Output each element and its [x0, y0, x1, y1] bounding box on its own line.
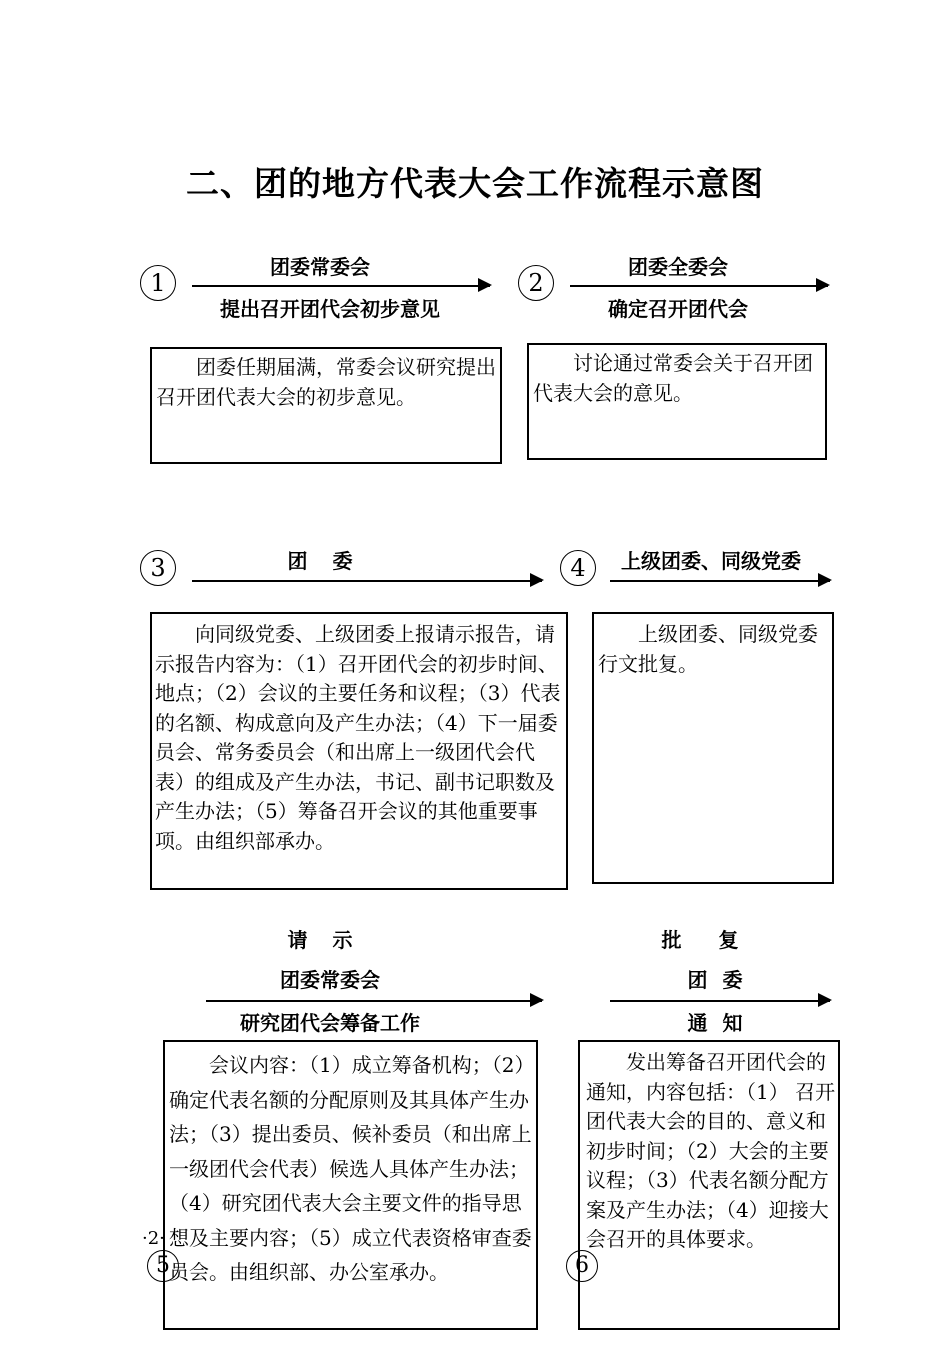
step-6-reply-label: 批 复: [661, 928, 739, 952]
step-6-body: 发出筹备召开团代会的通知，内容包括：（1） 召开团代表大会的目的、意义和初步时间；（2）大会的主要议程；（3）代表名额分配方案及产生办法；（4）迎接大会召开的具体要求。: [586, 1050, 836, 1251]
step-4-arrow: [610, 580, 830, 582]
step-5-action: 研究团代会筹备工作: [240, 1011, 420, 1035]
step-5-arrow: [206, 1000, 542, 1002]
step-5-body: 会议内容：（1）成立筹备机构；（2）确定代表名额的分配原则及其具体产生办法；（3）提出委员、候补委员（和出席上一级团代会代表）候选人具体产生办法；（4）研究团代表大会主要文件的指导思想及主要内容；（5）成立代表资格审查委员会。由组织部、办公室承办。: [169, 1053, 532, 1284]
step-2-actor: 团委全委会: [628, 255, 728, 279]
step-4-actor: 上级团委、同级党委: [621, 549, 801, 573]
step-6-box: [578, 1040, 840, 1330]
step-2-body: 讨论通过常委会关于召开团代表大会的意见。: [533, 351, 813, 405]
step-5-number: 5: [147, 1250, 179, 1282]
step-2-number: 2: [518, 265, 554, 301]
step-1-number: 1: [140, 265, 176, 301]
step-6-arrow: [610, 1000, 830, 1002]
step-2-box: [527, 343, 827, 460]
step-1-body: 团委任期届满，常委会议研究提出召开团代表大会的初步意见。: [156, 355, 496, 409]
step-5-actor: 团委常委会: [280, 968, 380, 992]
step-6-action: 通 知: [687, 1011, 743, 1035]
page-number: ·2·: [142, 1228, 165, 1249]
step-3-actor: 团 委: [287, 549, 353, 573]
step-1-arrow: [192, 285, 490, 287]
step-4-number: 4: [560, 550, 596, 586]
step-1-action: 提出召开团代会初步意见: [220, 297, 440, 321]
step-2-action: 确定召开团代会: [608, 297, 748, 321]
step-4-body: 上级团委、同级党委行文批复。: [598, 622, 818, 676]
step-2-arrow: [570, 285, 828, 287]
step-3-body: 向同级党委、上级团委上报请示报告，请示报告内容为：（1）召开团代会的初步时间、地点；（2）会议的主要任务和议程；（3）代表的名额、构成意向及产生办法；（4）下一届委员会、常务委员会（和出席上一级团代会代表）的组成及产生办法，书记、副书记职数及产生办法；（5）筹备召开会议的其他重要事项。由组织部承办。: [155, 622, 561, 853]
step-1-box: [150, 347, 502, 464]
page-title: 二、团的地方代表大会工作流程示意图: [186, 164, 764, 203]
step-5-box: [163, 1040, 538, 1330]
step-1-actor: 团委常委会: [270, 255, 370, 279]
step-6-actor: 团 委: [687, 968, 743, 992]
step-4-box: [592, 612, 834, 884]
step-6-number: 6: [566, 1250, 598, 1282]
step-3-number: 3: [140, 550, 176, 586]
step-3-box: [150, 612, 568, 890]
step-3-arrow: [192, 580, 542, 582]
step-5-request-label: 请 示: [287, 928, 353, 952]
